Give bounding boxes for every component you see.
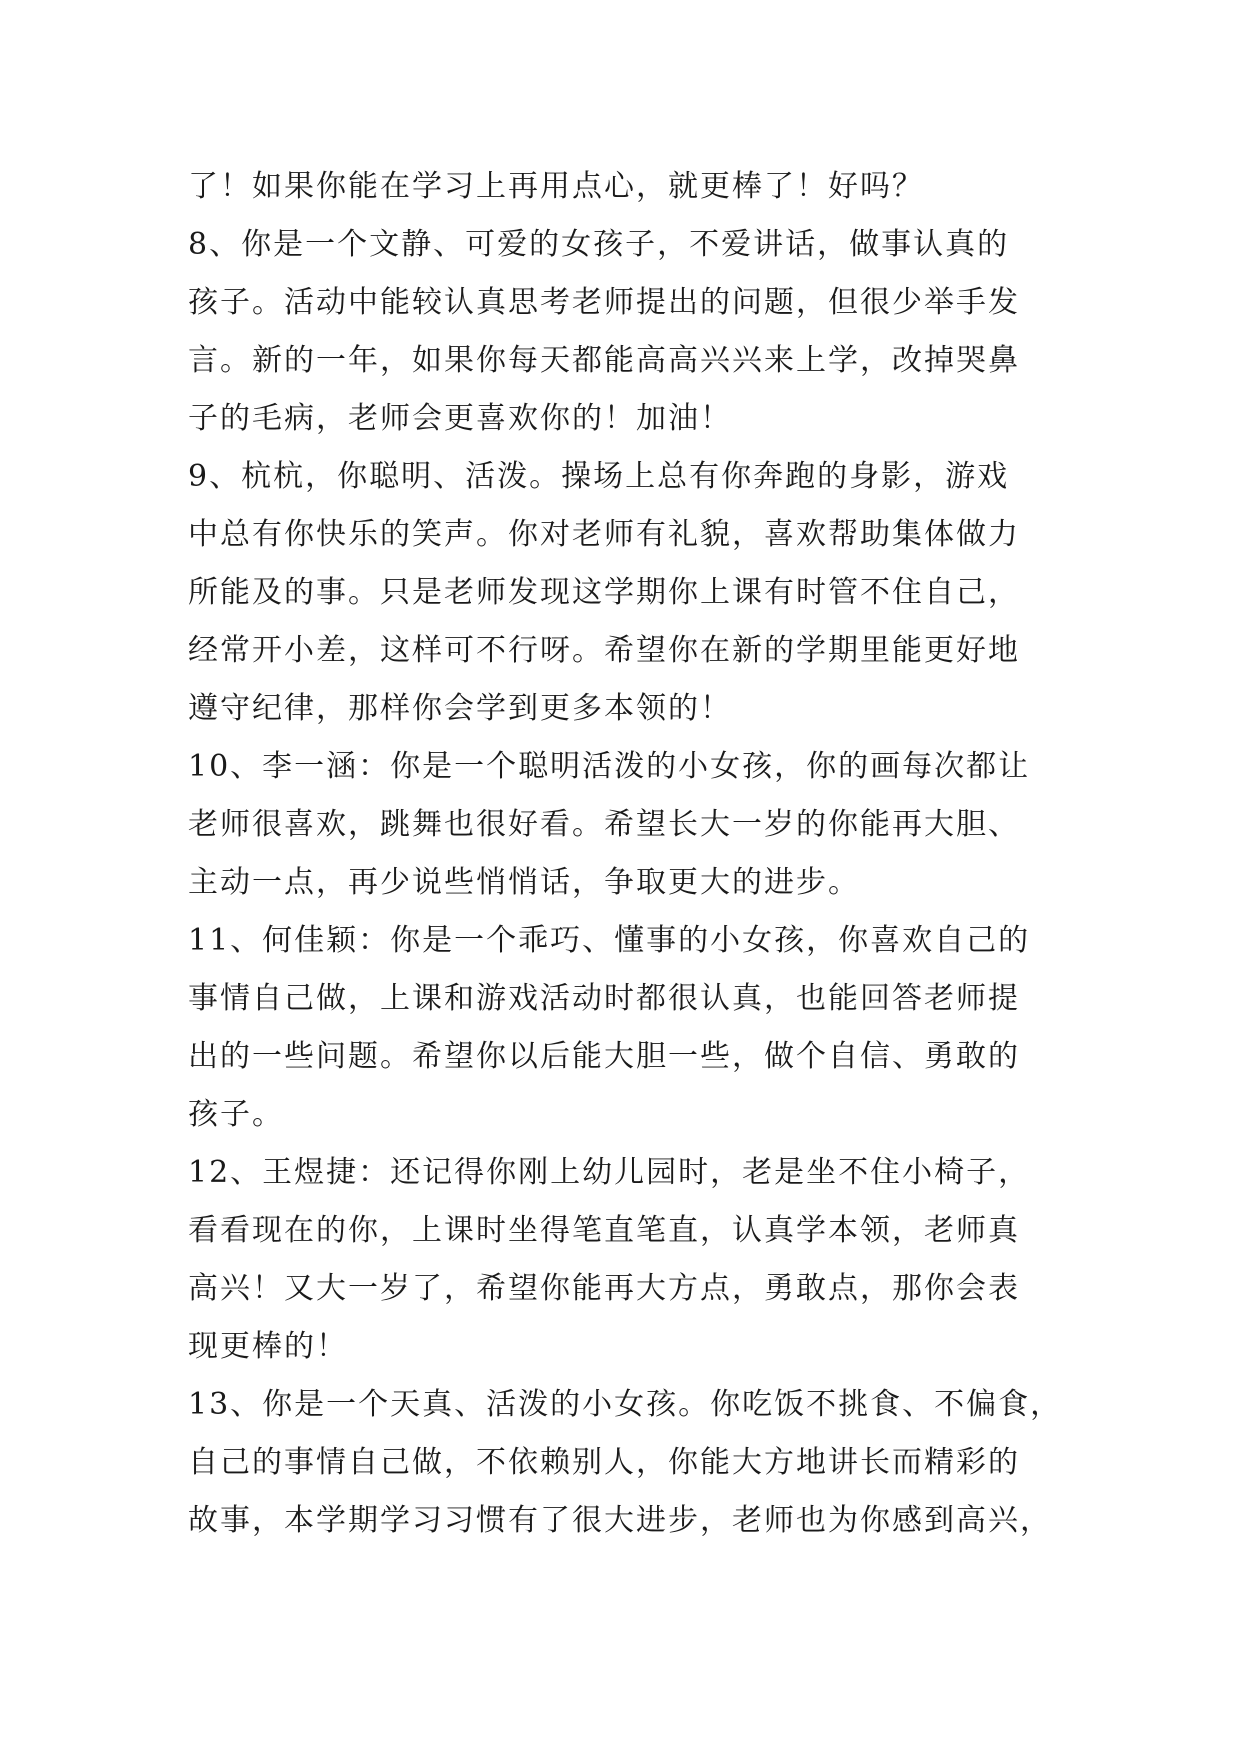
text-line: 了！如果你能在学习上再用点心，就更棒了！好吗？: [188, 169, 924, 204]
text-line: 8、你是一个文静、可爱的女孩子，不爱讲话，做事认真的: [188, 227, 1010, 262]
text-line: 孩子。活动中能较认真思考老师提出的问题，但很少举手发: [188, 285, 1020, 320]
text-line: 经常开小差，这样可不行呀。希望你在新的学期里能更好地: [188, 633, 1020, 668]
text-line: 遵守纪律，那样你会学到更多本领的！: [188, 691, 732, 726]
text-line: 主动一点，再少说些悄悄话，争取更大的进步。: [188, 865, 860, 900]
text-line: 所能及的事。只是老师发现这学期你上课有时管不住自己，: [188, 575, 1020, 610]
text-line: 11、何佳颖：你是一个乖巧、懂事的小女孩，你喜欢自己的: [188, 923, 1031, 958]
text-line: 故事，本学期学习习惯有了很大进步，老师也为你感到高兴，: [188, 1503, 1052, 1538]
text-line: 老师很喜欢，跳舞也很好看。希望长大一岁的你能再大胆、: [188, 807, 1020, 842]
text-line: 看看现在的你，上课时坐得笔直笔直，认真学本领，老师真: [188, 1213, 1020, 1248]
document-body: [188, 158, 1063, 1550]
text-line: 13、你是一个天真、活泼的小女孩。你吃饭不挑食、不偏食，: [188, 1387, 1063, 1422]
text-line: 中总有你快乐的笑声。你对老师有礼貌，喜欢帮助集体做力: [188, 517, 1020, 552]
text-line: 高兴！又大一岁了，希望你能再大方点，勇敢点，那你会表: [188, 1271, 1020, 1306]
text-line: 孩子。: [188, 1097, 284, 1132]
text-line: 出的一些问题。希望你以后能大胆一些，做个自信、勇敢的: [188, 1039, 1020, 1074]
text-line: 自己的事情自己做，不依赖别人，你能大方地讲长而精彩的: [188, 1445, 1020, 1480]
text-line: 言。新的一年，如果你每天都能高高兴兴来上学，改掉哭鼻: [188, 343, 1020, 378]
text-line: 现更棒的！: [188, 1329, 348, 1364]
text-line: 事情自己做，上课和游戏活动时都很认真，也能回答老师提: [188, 981, 1020, 1016]
text-line: 9、杭杭，你聪明、活泼。操场上总有你奔跑的身影，游戏: [188, 459, 1010, 494]
text-line: 12、王煜捷：还记得你刚上幼儿园时，老是坐不住小椅子，: [188, 1155, 1031, 1190]
text-line: 10、李一涵：你是一个聪明活泼的小女孩，你的画每次都让: [188, 749, 1031, 784]
text-line: 子的毛病，老师会更喜欢你的！加油！: [188, 401, 732, 436]
